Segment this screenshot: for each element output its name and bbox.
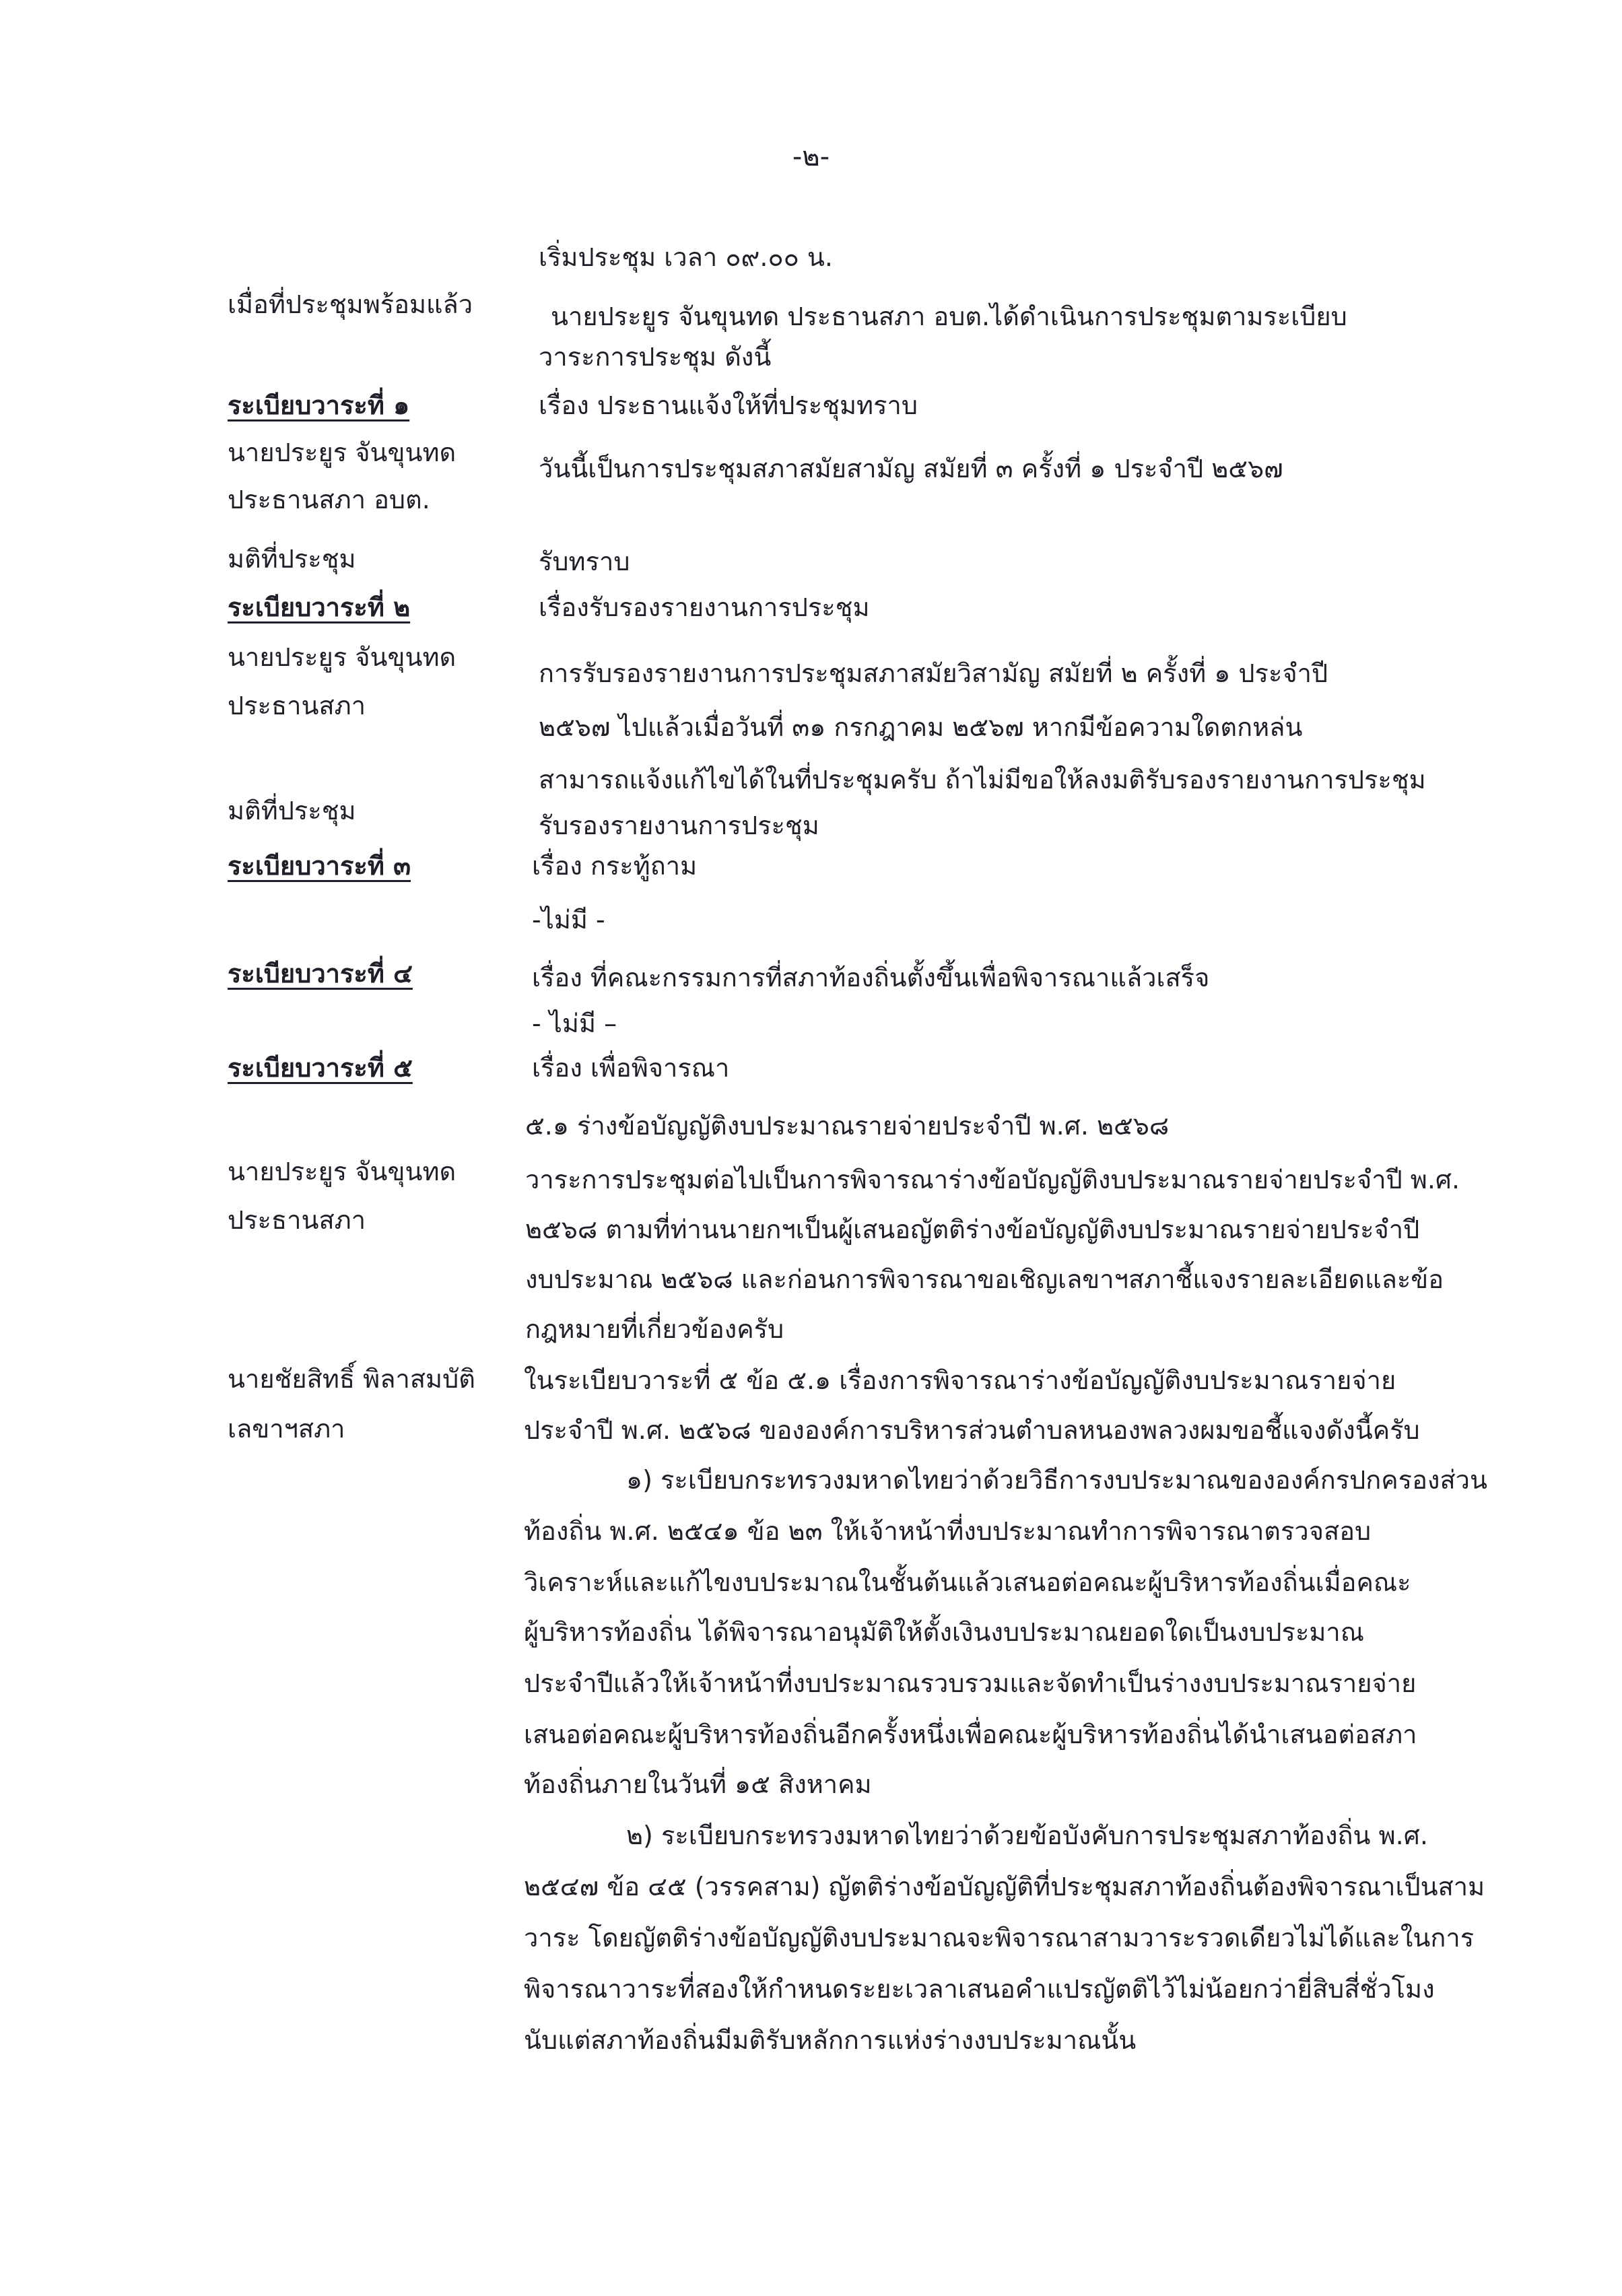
paragraph-2-line-4: พิจารณาวาระที่สองให้กำหนดระยะเวลาเสนอคำแปรญัตติไว้ไม่น้อยกว่ายี่สิบสี่ชั่วโมง <box>524 1974 1435 2004</box>
paragraph-1-line-1: ๑) ระเบียบกระทรวงมหาดไทยว่าด้วยวิธีการงบประมาณขององค์กรปกครองส่วน <box>626 1465 1487 1495</box>
agenda-2-resolution: รับรองรายงานการประชุม <box>539 811 819 840</box>
agenda-5-speech-1-line-3: งบประมาณ ๒๕๖๘ และก่อนการพิจารณาขอเชิญเลขาฯสภาชี้แจงรายละเอียดและข้อ <box>525 1264 1444 1294</box>
agenda-4-heading: ระเบียบวาระที่ ๔ <box>228 959 413 988</box>
opening-line-1: นายประยูร จันขุนทด ประธานสภา อบต.ได้ดำเนินการประชุมตามระเบียบ <box>551 302 1347 331</box>
agenda-1-resolution: รับทราบ <box>539 547 630 576</box>
agenda-2-title: เรื่องรับรองรายงานการประชุม <box>539 593 870 622</box>
agenda-1-resolution-label: มติที่ประชุม <box>228 544 356 574</box>
agenda-3-heading: ระเบียบวาระที่ ๓ <box>228 851 411 881</box>
paragraph-1-line-3: วิเคราะห์และแก้ไขงบประมาณในชั้นต้นแล้วเสนอต่อคณะผู้บริหารท้องถิ่นเมื่อคณะ <box>524 1567 1411 1597</box>
paragraph-1-line-2: ท้องถิ่น พ.ศ. ๒๕๔๑ ข้อ ๒๓ ให้เจ้าหน้าที่งบประมาณทำการพิจารณาตรวจสอบ <box>524 1516 1372 1546</box>
agenda-5-speaker-2-role: เลขาฯสภา <box>228 1414 345 1444</box>
agenda-5-speech-2-line-1: ในระเบียบวาระที่ ๕ ข้อ ๕.๑ เรื่องการพิจารณาร่างข้อบัญญัติงบประมาณรายจ่าย <box>524 1365 1396 1395</box>
paragraph-1-line-6: เสนอต่อคณะผู้บริหารท้องถิ่นอีกครั้งหนึ่งเพื่อคณะผู้บริหารท้องถิ่นได้นำเสนอต่อสภา <box>524 1720 1417 1749</box>
paragraph-1-line-5: ประจำปีแล้วให้เจ้าหน้าที่งบประมาณรวบรวมและจัดทำเป็นร่างงบประมาณรายจ่าย <box>524 1668 1417 1698</box>
meeting-start-time: เริ่มประชุม เวลา ๐๙.๐๐ น. <box>539 242 833 272</box>
agenda-5-speech-1-line-4: กฎหมายที่เกี่ยวข้องครับ <box>525 1314 784 1344</box>
agenda-4-title: เรื่อง ที่คณะกรรมการที่สภาท้องถิ่นตั้งขึ้นเพื่อพิจารณาแล้วเสร็จ <box>532 963 1210 992</box>
agenda-2-speech-line-2: ๒๕๖๗ ไปแล้วเมื่อวันที่ ๓๑ กรกฎาคม ๒๕๖๗ หากมีข้อความใดตกหล่น <box>539 712 1303 742</box>
page-number: -๒- <box>792 141 830 172</box>
agenda-5-title: เรื่อง เพื่อพิจารณา <box>532 1053 730 1083</box>
agenda-2-speech-line-1: การรับรองรายงานการประชุมสภาสมัยวิสามัญ สมัยที่ ๒ ครั้งที่ ๑ ประจำปี <box>539 659 1328 688</box>
paragraph-1-line-7: ท้องถิ่นภายในวันที่ ๑๕ สิงหาคม <box>524 1769 872 1799</box>
paragraph-2-line-3: วาระ โดยญัตติร่างข้อบัญญัติงบประมาณจะพิจารณาสามวาระรวดเดียวไม่ได้และในการ <box>524 1923 1475 1953</box>
agenda-5-speech-2-line-2: ประจำปี พ.ศ. ๒๕๖๘ ขององค์การบริหารส่วนตำบลหนองพลวงผมขอชี้แจงดังนี้ครับ <box>524 1415 1420 1445</box>
paragraph-2-line-2: ๒๕๔๗ ข้อ ๔๕ (วรรคสาม) ญัตติร่างข้อบัญญัติที่ประชุมสภาท้องถิ่นต้องพิจารณาเป็นสาม <box>524 1872 1485 1901</box>
agenda-5-speech-1-line-2: ๒๕๖๘ ตามที่ท่านนายกฯเป็นผู้เสนอญัตติร่างข้อบัญญัติงบประมาณรายจ่ายประจำปี <box>525 1215 1420 1244</box>
agenda-5-item: ๕.๑ ร่างข้อบัญญัติงบประมาณรายจ่ายประจำปี พ.ศ. ๒๕๖๘ <box>525 1111 1170 1141</box>
agenda-1-speaker-role: ประธานสภา อบต. <box>228 485 430 514</box>
agenda-5-speaker-1-name: นายประยูร จันขุนทด <box>228 1157 457 1186</box>
agenda-1-speech: วันนี้เป็นการประชุมสภาสมัยสามัญ สมัยที่ ๓ ครั้งที่ ๑ ประจำปี ๒๕๖๗ <box>539 454 1283 483</box>
agenda-5-speaker-1-role: ประธานสภา <box>228 1205 366 1235</box>
agenda-2-speaker-role: ประธานสภา <box>228 691 366 720</box>
agenda-2-heading: ระเบียบวาระที่ ๒ <box>228 593 411 622</box>
agenda-5-speech-1-line-1: วาระการประชุมต่อไปเป็นการพิจารณาร่างข้อบัญญัติงบประมาณรายจ่ายประจำปี พ.ศ. <box>525 1165 1460 1194</box>
agenda-1-heading: ระเบียบวาระที่ ๑ <box>228 391 410 420</box>
paragraph-1-line-4: ผู้บริหารท้องถิ่น ได้พิจารณาอนุมัติให้ตั้งเงินงบประมาณยอดใดเป็นงบประมาณ <box>524 1617 1365 1647</box>
agenda-2-speaker-name: นายประยูร จันขุนทด <box>228 642 457 672</box>
agenda-1-speaker-name: นายประยูร จันขุนทด <box>228 438 457 467</box>
agenda-1-title: เรื่อง ประธานแจ้งให้ที่ประชุมทราบ <box>539 391 918 420</box>
agenda-5-heading: ระเบียบวาระที่ ๕ <box>228 1053 413 1083</box>
opening-line-2: วาระการประชุม ดังนี้ <box>539 342 772 372</box>
agenda-2-resolution-label: มติที่ประชุม <box>228 796 356 825</box>
agenda-4-note: - ไม่มี – <box>532 1009 617 1038</box>
paragraph-2-line-1: ๒) ระเบียบกระทรวงมหาดไทยว่าด้วยข้อบังคับการประชุมสภาท้องถิ่น พ.ศ. <box>626 1821 1428 1850</box>
agenda-3-title: เรื่อง กระทู้ถาม <box>532 851 698 881</box>
opening-label: เมื่อที่ประชุมพร้อมแล้ว <box>228 290 473 319</box>
agenda-2-speech-line-3: สามารถแจ้งแก้ไขได้ในที่ประชุมครับ ถ้าไม่มีขอให้ลงมติรับรองรายงานการประชุม <box>539 765 1426 795</box>
paragraph-2-line-5: นับแต่สภาท้องถิ่นมีมติรับหลักการแห่งร่างงบประมาณนั้น <box>524 2025 1137 2055</box>
agenda-5-speaker-2-name: นายชัยสิทธิ์ พิลาสมบัติ <box>228 1364 475 1394</box>
agenda-3-note: -ไม่มี - <box>532 905 605 935</box>
